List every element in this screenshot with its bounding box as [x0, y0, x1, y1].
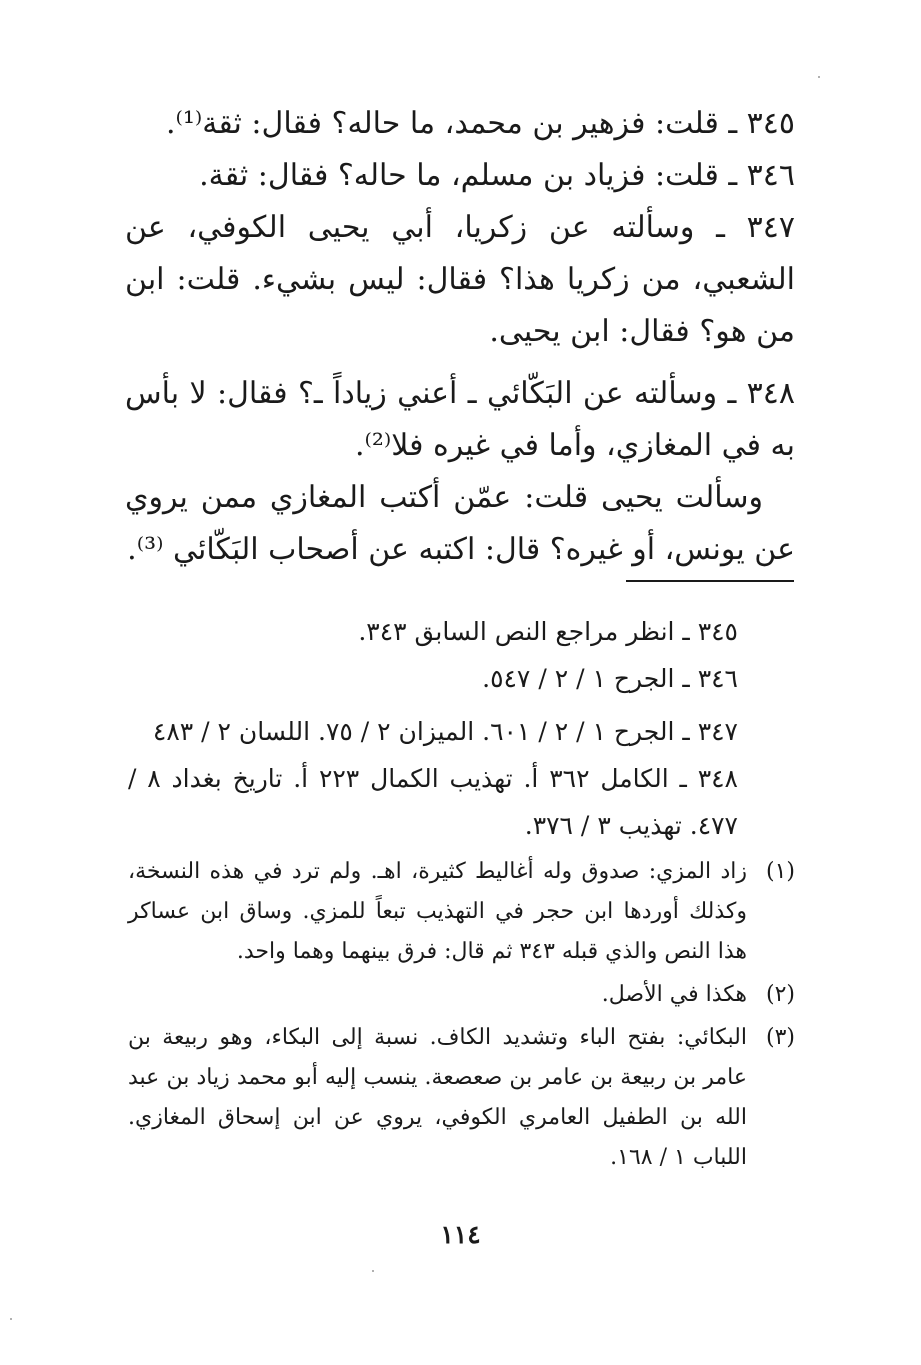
footnote-number: (٢) — [765, 982, 795, 1007]
scan-speck — [372, 1270, 374, 1272]
paragraph-bakkai-question: وسألت يحيى قلت: عمّن أكتب المغازي ممن يروي عن يونس، أو غيره؟ قال: اكتبه عن أصحاب البَكّائي ⁽³⁾. — [125, 480, 795, 567]
footnote-1 — [128, 852, 795, 972]
page-number: ١١٤ — [440, 1220, 481, 1249]
paragraph-345: ٣٤٥ ـ قلت: فزهير بن محمد، ما حاله؟ فقال: ثقة⁽¹⁾. — [165, 106, 795, 141]
footnote-2 — [128, 975, 795, 1015]
reference-345: ٣٤٥ ـ انظر مراجع النص السابق ٣٤٣. — [358, 617, 738, 646]
main-text — [125, 98, 795, 576]
scan-speck — [818, 76, 820, 78]
footnote-3 — [128, 1018, 795, 1178]
footnote-number: (٣) — [765, 1025, 795, 1050]
reference-348: ٣٤٨ ـ الكامل ٣٦٢ أ. تهذيب الكمال ٢٢٣ أ. تاريخ بغداد ٨ / ٤٧٧. تهذيب ٣ / ٣٧٦. — [128, 764, 738, 840]
footnote-text: هكذا في الأصل. — [601, 982, 747, 1007]
footnote-text: زاد المزي: صدوق وله أغاليط كثيرة، اهـ. ولم ترد في هذه النسخة، وكذلك أوردها ابن حجر في التهذيب تبعاً للمزي. وساق ابن عساكر هذا النص والذي قبله ٣٤٣ ثم قال: فرق بينهما وهما واحد. — [128, 859, 747, 964]
reference-346: ٣٤٦ ـ الجرح ١ / ٢ / ٥٤٧. — [482, 664, 738, 693]
paragraph-347: ٣٤٧ ـ وسألته عن زكريا، أبي يحيى الكوفي، عن الشعبي، من زكريا هذا؟ فقال: ليس بشيء. قلت: ابن من هو؟ فقال: ابن يحيى. — [125, 210, 795, 349]
source-references — [128, 608, 738, 849]
footnote-text: البكائي: بفتح الباء وتشديد الكاف. نسبة إلى البكاء، وهو ربيعة بن عامر بن ربيعة بن عامر بن صعصعة. ينسب إليه أبو محمد زياد بن عبد الله بن الطفيل العامري الكوفي، يروي عن ابن إسحاق المغازي. اللباب ١ / ١٦٨. — [128, 1025, 747, 1170]
reference-347: ٣٤٧ ـ الجرح ١ / ٢ / ٦٠١. الميزان ٢ / ٧٥. اللسان ٢ / ٤٨٣ — [152, 717, 738, 746]
footnote-number: (١) — [765, 859, 795, 884]
paragraph-346: ٣٤٦ ـ قلت: فزياد بن مسلم، ما حاله؟ فقال: ثقة. — [199, 158, 795, 193]
scan-speck — [10, 1318, 12, 1320]
footnote-divider — [626, 580, 794, 582]
paragraph-348: ٣٤٨ ـ وسألته عن البَكّائي ـ أعني زياداً ـ؟ فقال: لا بأس به في المغازي، وأما في غيره فلا⁽²⁾. — [125, 376, 795, 463]
footnotes — [128, 852, 795, 1181]
